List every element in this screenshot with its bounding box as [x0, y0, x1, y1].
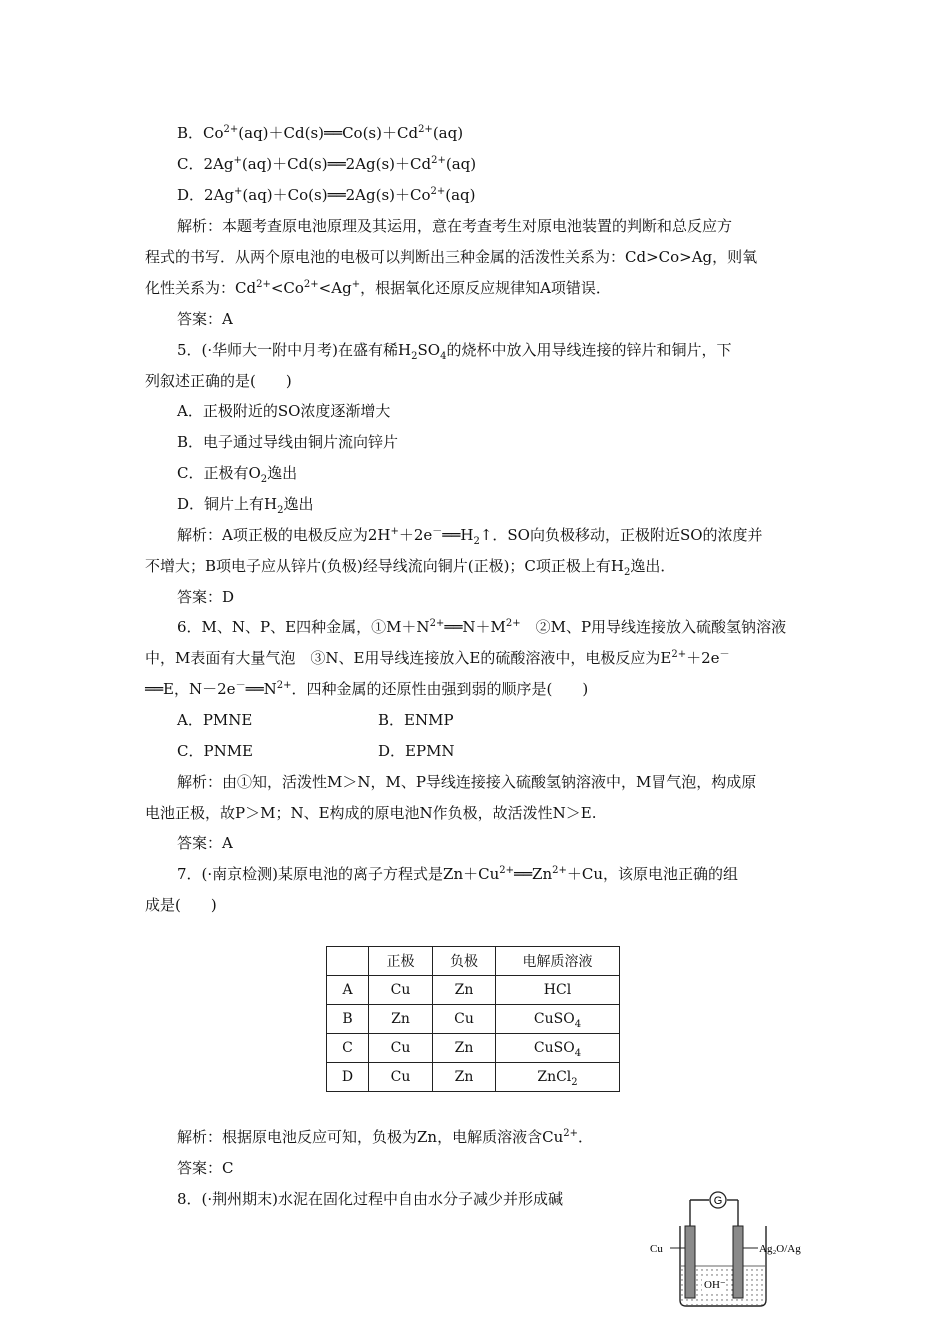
- cu-electrode: [685, 1226, 695, 1298]
- q8-stem-line1: 8．(·荆州期末)水泥在固化过程中自由水分子减少并形成碱: [177, 1190, 564, 1208]
- ag2o-ag-label: Ag₂O/Ag: [759, 1243, 801, 1255]
- q5-explanation-line2: 不增大；B项电子应从锌片(负极)经导线流向铜片(正极)；C项正极上有$H_2$逸出．: [145, 557, 676, 578]
- table-cell: Zn: [369, 1005, 433, 1034]
- table-cell: C: [327, 1034, 369, 1063]
- q6-stem-line3: ══E，$N-2e^-══N^{2+}$．四种金属的还原性由强到弱的顺序是( ): [145, 680, 589, 698]
- q5-explanation-line1: 解析：A项正极的电极反应为$2H^++2e^-══H_2↑$．SO向负极移动，正极附近SO的浓度并: [177, 526, 763, 547]
- q7-options-table: [326, 946, 620, 1092]
- q4-option-b: B．$Co^{2+}(aq)+Cd(s)══Co(s)+Cd^{2+}(aq)$: [177, 124, 464, 142]
- table-header-cell: 负极: [433, 947, 496, 976]
- table-cell: ZnCl$_2$: [496, 1063, 620, 1092]
- q4-answer: 答案：A: [177, 310, 233, 328]
- galvanic-cell-diagram: [650, 1188, 820, 1312]
- table-header-cell: 电解质溶液: [496, 947, 620, 976]
- q5-stem-line2: 列叙述正确的是( ): [145, 372, 292, 390]
- q7-answer: 答案：C: [177, 1159, 234, 1177]
- q5-option-b: B．电子通过导线由铜片流向锌片: [177, 433, 399, 451]
- q6-stem-line2: 中，M表面有大量气泡 ③N、E用导线连接放入E的硫酸溶液中，电极反应为$E^{2+}+2e^-$: [145, 649, 730, 667]
- q5-option-d: D．铜片上有$H_2$逸出: [177, 495, 314, 516]
- table-cell: Cu: [369, 1063, 433, 1092]
- q4-option-c: C．$2Ag^+(aq)+Cd(s)══2Ag(s)+Cd^{2+}(aq)$: [177, 155, 477, 173]
- table-header-row: [327, 947, 620, 976]
- table-cell: Zn: [433, 1034, 496, 1063]
- q6-option-a: A．PMNE: [177, 711, 253, 729]
- q6-option-d: D．EPMN: [378, 742, 455, 760]
- table-cell: Zn: [433, 1063, 496, 1092]
- table-cell: HCl: [496, 976, 620, 1005]
- table-row: [327, 1034, 620, 1063]
- q6-stem-line1: 6．M、N、P、E四种金属，$①M+N^{2+}══N+M^{2+}$ ②M、P用导线连接放入硫酸氢钠溶液: [177, 618, 787, 636]
- q4-explanation-line3: 化性关系为：$Cd^{2+}<Co^{2+}<Ag^+$，根据氧化还原反应规律知A项错误．: [145, 279, 611, 297]
- table-cell: A: [327, 976, 369, 1005]
- table-cell: Cu: [369, 976, 433, 1005]
- q4-option-d: D．$2Ag^+(aq)+Co(s)══2Ag(s)+Co^{2+}(aq)$: [177, 186, 476, 204]
- cu-label: Cu: [650, 1243, 663, 1255]
- ag2o-ag-electrode: [733, 1226, 743, 1298]
- q5-option-c: C．正极有$O_2$逸出: [177, 464, 298, 485]
- table-cell: Cu: [433, 1005, 496, 1034]
- table-cell: CuSO$_4$: [496, 1034, 620, 1063]
- table-header-cell: 正极: [369, 947, 433, 976]
- table-cell: D: [327, 1063, 369, 1092]
- q7-stem-line2: 成是( ): [145, 896, 217, 914]
- table-cell: B: [327, 1005, 369, 1034]
- table-cell: Zn: [433, 976, 496, 1005]
- table-header-cell: [327, 947, 369, 976]
- table-row: [327, 1005, 620, 1034]
- q6-explanation-line1: 解析：由①知，活泼性M＞N，M、P导线连接接入硫酸氢钠溶液中，M冒气泡，构成原: [177, 773, 757, 791]
- table-row: [327, 976, 620, 1005]
- q6-option-c: C．PNME: [177, 742, 254, 760]
- q7-stem-line1: 7．(·南京检测)某原电池的离子方程式是$Zn+Cu^{2+}══Zn^{2+}+Cu$，该原电池正确的组: [177, 865, 739, 883]
- q6-explanation-line2: 电池正极，故P＞M；N、E构成的原电池N作负极，故活泼性N＞E.: [145, 804, 597, 822]
- q4-explanation-line1: 解析：本题考查原电池原理及其运用，意在考查考生对原电池装置的判断和总反应方: [177, 217, 733, 235]
- table-cell: Cu: [369, 1034, 433, 1063]
- q5-stem-line1: 5．(·华师大一附中月考)在盛有稀$H_2SO_4$的烧杯中放入用导线连接的锌片和铜片，下: [177, 341, 732, 362]
- q5-option-a: A．正极附近的SO浓度逐渐增大: [177, 402, 391, 420]
- table-cell: CuSO$_4$: [496, 1005, 620, 1034]
- q5-answer: 答案：D: [177, 588, 235, 606]
- table-row: [327, 1063, 620, 1092]
- q6-answer: 答案：A: [177, 834, 233, 852]
- q4-explanation-line2: 程式的书写．从两个原电池的电极可以判断出三种金属的活泼性关系为：Cd>Co>Ag，则氧: [145, 248, 758, 266]
- q6-option-b: B．ENMP: [378, 711, 454, 729]
- q7-explanation: 解析：根据原电池反应可知，负极为Zn，电解质溶液含$Cu^{2+}$．: [177, 1128, 593, 1146]
- galvanometer-label: G: [713, 1195, 723, 1207]
- hydroxide-label: OH⁻: [704, 1279, 726, 1291]
